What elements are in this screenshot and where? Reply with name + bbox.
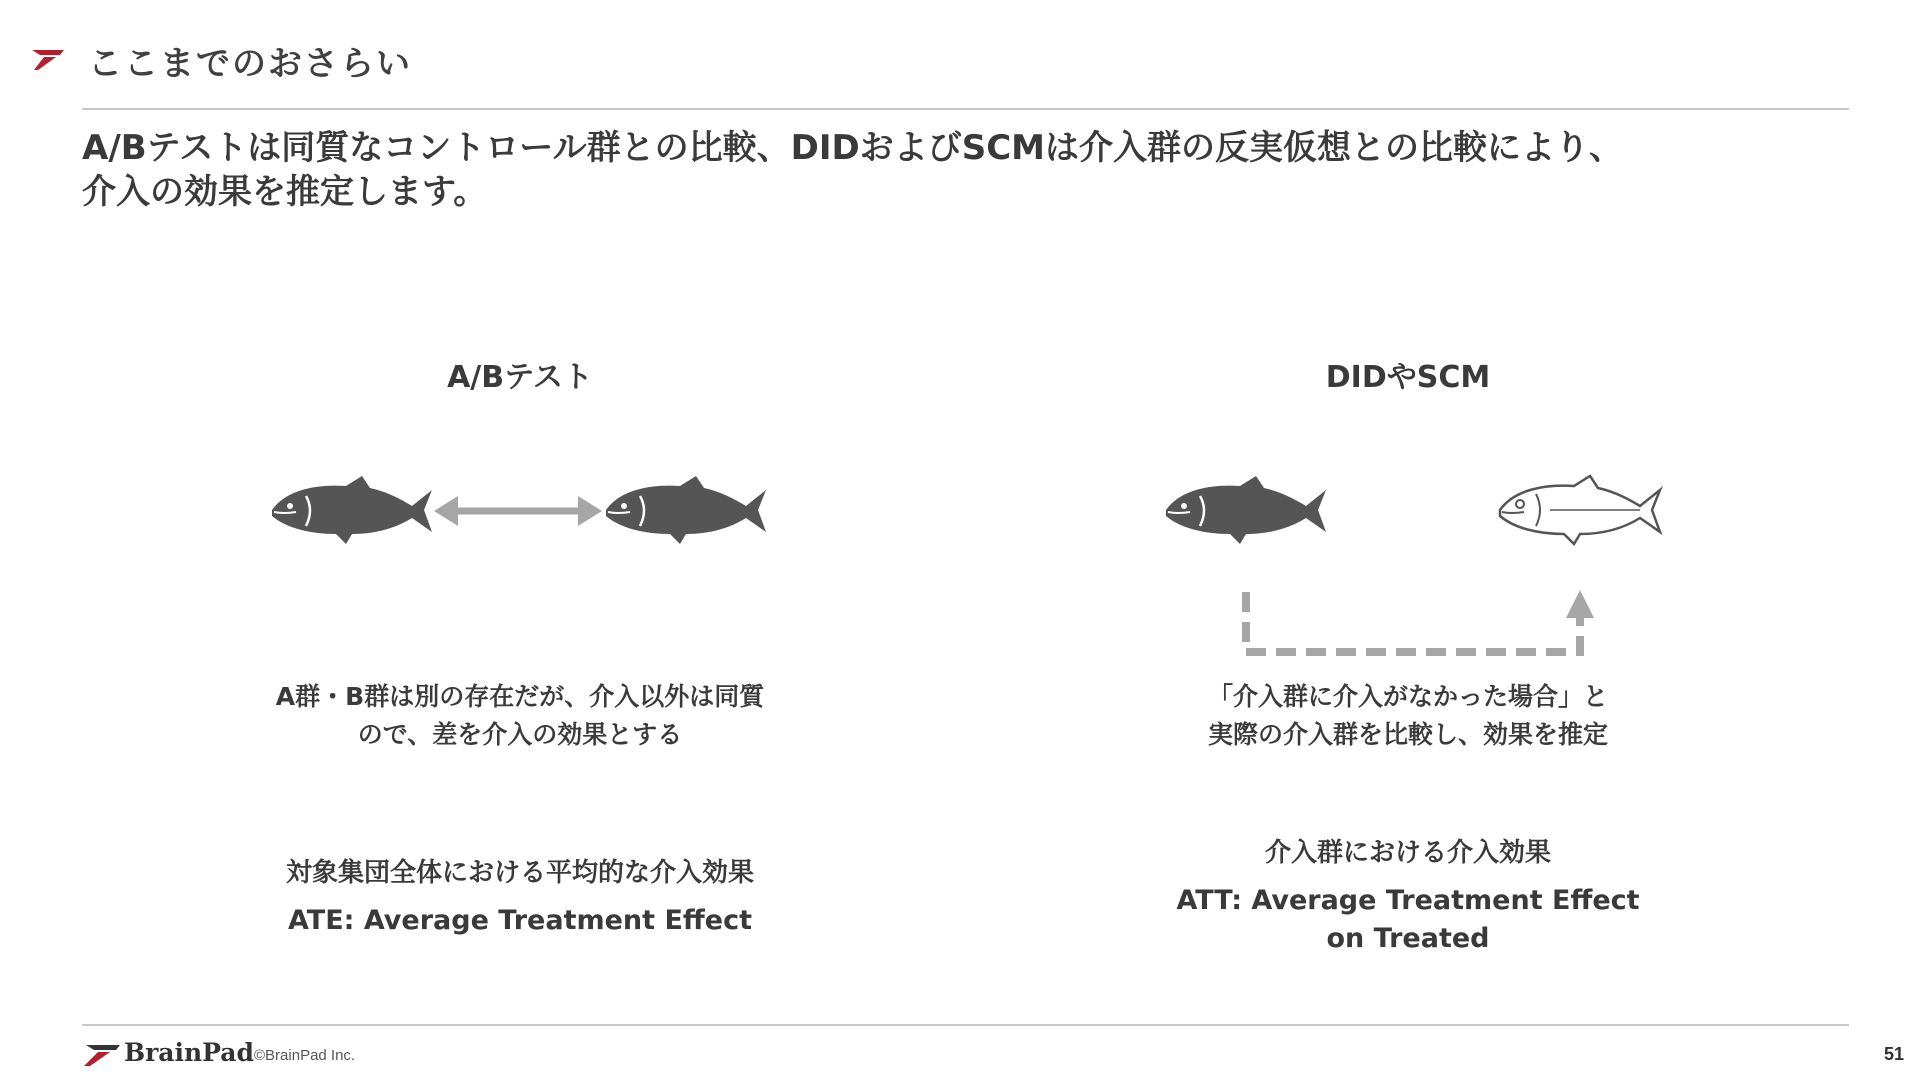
header-divider [82, 108, 1849, 110]
brainpad-logo-mark-icon [82, 1042, 122, 1068]
fish-filled-icon [600, 472, 770, 548]
did-desc-line-1: 「介入群に介入がなかった場合」と [1207, 682, 1608, 711]
fish-filled-icon [1160, 472, 1330, 548]
lead-text [82, 126, 1782, 214]
brainpad-logo: BrainPad [124, 1038, 254, 1067]
did-desc-line-2: 実際の介入群を比較し、効果を推定 [1207, 720, 1608, 749]
ab-desc-line-1: A群・B群は別の存在だが、介入以外は同質 [275, 682, 765, 711]
copyright: ©BrainPad Inc. [254, 1047, 356, 1064]
att-label-jp: 介入群における介入効果 [1264, 838, 1551, 868]
fish-outline-icon [1494, 470, 1666, 550]
did-scm-description [1058, 678, 1758, 754]
dashed-arrow-icon [1236, 588, 1602, 658]
ate-label-jp: 対象集団全体における平均的な介入効果 [285, 858, 754, 888]
lead-line-2: 介入の効果を推定します。 [82, 172, 488, 212]
double-arrow-icon [432, 494, 604, 528]
att-label-en-line-2: on Treated [1326, 923, 1490, 954]
did-scm-title: DIDやSCM [1325, 360, 1491, 395]
ab-test-title: A/Bテスト [447, 360, 593, 395]
brand-mark-icon [30, 48, 66, 72]
footer-divider [82, 1024, 1849, 1026]
att-label-en [1058, 882, 1758, 958]
fish-filled-icon [266, 472, 436, 548]
ab-test-description [170, 678, 870, 754]
ate-label-en: ATE: Average Treatment Effect [288, 905, 752, 936]
ab-desc-line-2: ので、差を介入の効果とする [357, 720, 683, 749]
att-label-en-line-1: ATT: Average Treatment Effect [1176, 885, 1640, 916]
page-title: ここまでのおさらい [88, 44, 412, 84]
lead-line-1: A/Bテストは同質なコントロール群との比較、DIDおよびSCMは介入群の反実仮想との比較により、 [82, 128, 1623, 168]
page-number: 51 [1883, 1044, 1904, 1064]
